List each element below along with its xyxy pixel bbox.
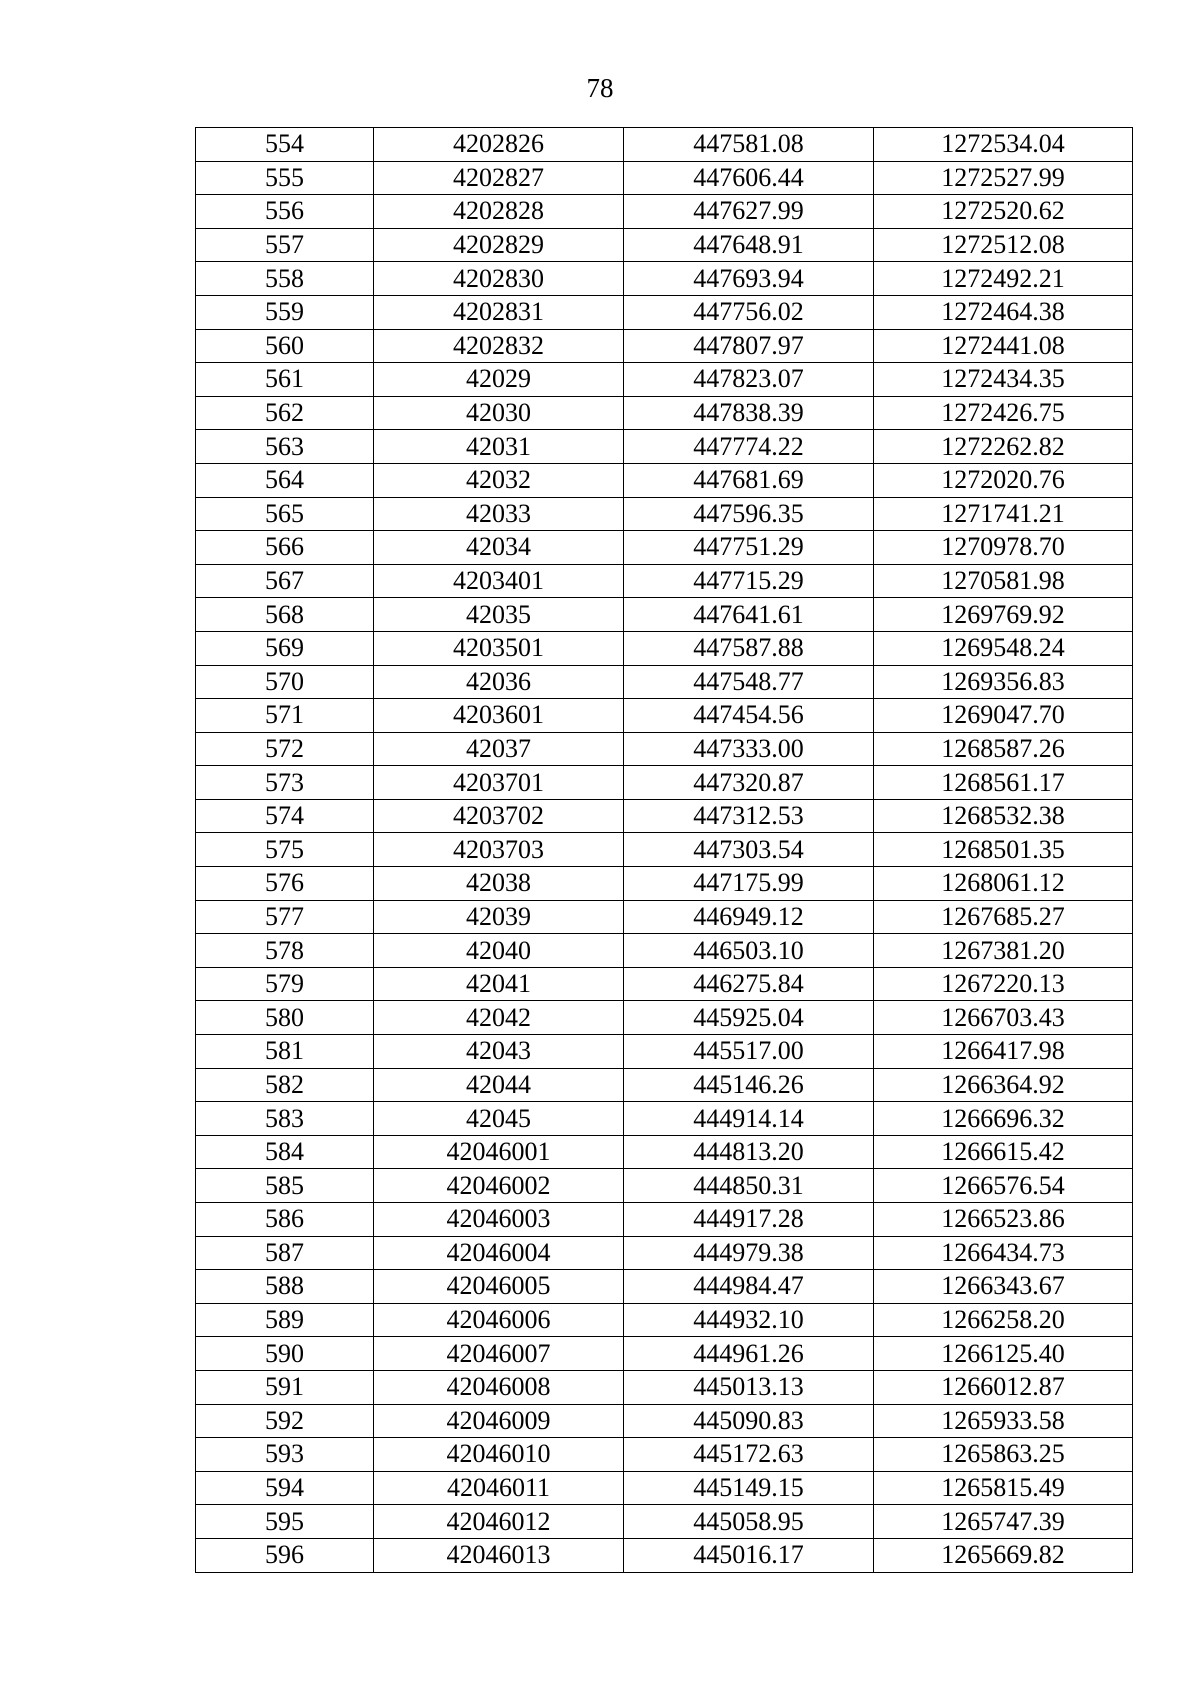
row-number-cell: 564 [196, 463, 374, 497]
row-number-cell: 566 [196, 531, 374, 565]
y-coordinate-cell: 1272512.08 [874, 228, 1133, 262]
x-coordinate-cell: 447454.56 [624, 699, 874, 733]
row-number-cell: 570 [196, 665, 374, 699]
x-coordinate-cell: 447548.77 [624, 665, 874, 699]
x-coordinate-cell: 444932.10 [624, 1303, 874, 1337]
point-id-cell: 42046003 [374, 1203, 624, 1237]
point-id-cell: 42033 [374, 497, 624, 531]
row-number-cell: 584 [196, 1135, 374, 1169]
y-coordinate-cell: 1267685.27 [874, 900, 1133, 934]
row-number-cell: 560 [196, 329, 374, 363]
point-id-cell: 42046006 [374, 1303, 624, 1337]
row-number-cell: 568 [196, 598, 374, 632]
y-coordinate-cell: 1265863.25 [874, 1438, 1133, 1472]
x-coordinate-cell: 447587.88 [624, 631, 874, 665]
point-id-cell: 42042 [374, 1001, 624, 1035]
point-id-cell: 4202827 [374, 161, 624, 195]
row-number-cell: 575 [196, 833, 374, 867]
x-coordinate-cell: 445090.83 [624, 1404, 874, 1438]
point-id-cell: 4202830 [374, 262, 624, 296]
y-coordinate-cell: 1265815.49 [874, 1471, 1133, 1505]
row-number-cell: 571 [196, 699, 374, 733]
table-row [196, 1169, 1133, 1203]
point-id-cell: 42046007 [374, 1337, 624, 1371]
point-id-cell: 42046004 [374, 1236, 624, 1270]
table-row [196, 295, 1133, 329]
y-coordinate-cell: 1266615.42 [874, 1135, 1133, 1169]
x-coordinate-cell: 444984.47 [624, 1270, 874, 1304]
point-id-cell: 4203701 [374, 766, 624, 800]
y-coordinate-cell: 1272527.99 [874, 161, 1133, 195]
y-coordinate-cell: 1269548.24 [874, 631, 1133, 665]
point-id-cell: 42046012 [374, 1505, 624, 1539]
point-id-cell: 42046008 [374, 1370, 624, 1404]
x-coordinate-cell: 447312.53 [624, 799, 874, 833]
x-coordinate-cell: 444979.38 [624, 1236, 874, 1270]
row-number-cell: 563 [196, 430, 374, 464]
y-coordinate-cell: 1265747.39 [874, 1505, 1133, 1539]
x-coordinate-cell: 447681.69 [624, 463, 874, 497]
table-row [196, 1068, 1133, 1102]
table-row [196, 867, 1133, 901]
point-id-cell: 42032 [374, 463, 624, 497]
row-number-cell: 588 [196, 1270, 374, 1304]
x-coordinate-cell: 447774.22 [624, 430, 874, 464]
x-coordinate-cell: 447627.99 [624, 195, 874, 229]
row-number-cell: 554 [196, 128, 374, 162]
point-id-cell: 42037 [374, 732, 624, 766]
table-row [196, 967, 1133, 1001]
row-number-cell: 585 [196, 1169, 374, 1203]
row-number-cell: 555 [196, 161, 374, 195]
point-id-cell: 42034 [374, 531, 624, 565]
y-coordinate-cell: 1266434.73 [874, 1236, 1133, 1270]
table-row [196, 228, 1133, 262]
row-number-cell: 596 [196, 1538, 374, 1572]
point-id-cell: 42045 [374, 1102, 624, 1136]
x-coordinate-cell: 447641.61 [624, 598, 874, 632]
row-number-cell: 565 [196, 497, 374, 531]
point-id-cell: 42040 [374, 934, 624, 968]
row-number-cell: 579 [196, 967, 374, 1001]
x-coordinate-cell: 447303.54 [624, 833, 874, 867]
table-row [196, 1001, 1133, 1035]
y-coordinate-cell: 1272441.08 [874, 329, 1133, 363]
row-number-cell: 582 [196, 1068, 374, 1102]
table-row [196, 1102, 1133, 1136]
x-coordinate-cell: 447823.07 [624, 363, 874, 397]
table-row [196, 430, 1133, 464]
x-coordinate-cell: 444850.31 [624, 1169, 874, 1203]
row-number-cell: 557 [196, 228, 374, 262]
table-row [196, 598, 1133, 632]
table-row [196, 1471, 1133, 1505]
y-coordinate-cell: 1269769.92 [874, 598, 1133, 632]
coordinates-table-body [196, 128, 1133, 1573]
table-row [196, 161, 1133, 195]
y-coordinate-cell: 1266125.40 [874, 1337, 1133, 1371]
row-number-cell: 583 [196, 1102, 374, 1136]
x-coordinate-cell: 447581.08 [624, 128, 874, 162]
point-id-cell: 42046013 [374, 1538, 624, 1572]
row-number-cell: 572 [196, 732, 374, 766]
x-coordinate-cell: 445517.00 [624, 1035, 874, 1069]
y-coordinate-cell: 1268501.35 [874, 833, 1133, 867]
table-row [196, 665, 1133, 699]
row-number-cell: 587 [196, 1236, 374, 1270]
table-row [196, 128, 1133, 162]
y-coordinate-cell: 1272520.62 [874, 195, 1133, 229]
y-coordinate-cell: 1268061.12 [874, 867, 1133, 901]
table-row [196, 799, 1133, 833]
y-coordinate-cell: 1266258.20 [874, 1303, 1133, 1337]
x-coordinate-cell: 445925.04 [624, 1001, 874, 1035]
table-row [196, 766, 1133, 800]
row-number-cell: 595 [196, 1505, 374, 1539]
point-id-cell: 42031 [374, 430, 624, 464]
y-coordinate-cell: 1266576.54 [874, 1169, 1133, 1203]
table-row [196, 396, 1133, 430]
y-coordinate-cell: 1272464.38 [874, 295, 1133, 329]
point-id-cell: 4203601 [374, 699, 624, 733]
table-row [196, 1370, 1133, 1404]
x-coordinate-cell: 447807.97 [624, 329, 874, 363]
point-id-cell: 42046010 [374, 1438, 624, 1472]
row-number-cell: 556 [196, 195, 374, 229]
y-coordinate-cell: 1266343.67 [874, 1270, 1133, 1304]
y-coordinate-cell: 1266012.87 [874, 1370, 1133, 1404]
x-coordinate-cell: 445016.17 [624, 1538, 874, 1572]
y-coordinate-cell: 1272426.75 [874, 396, 1133, 430]
y-coordinate-cell: 1269356.83 [874, 665, 1133, 699]
y-coordinate-cell: 1269047.70 [874, 699, 1133, 733]
table-row [196, 699, 1133, 733]
x-coordinate-cell: 444813.20 [624, 1135, 874, 1169]
y-coordinate-cell: 1272262.82 [874, 430, 1133, 464]
row-number-cell: 576 [196, 867, 374, 901]
row-number-cell: 573 [196, 766, 374, 800]
point-id-cell: 42046009 [374, 1404, 624, 1438]
y-coordinate-cell: 1268532.38 [874, 799, 1133, 833]
point-id-cell: 42046005 [374, 1270, 624, 1304]
row-number-cell: 586 [196, 1203, 374, 1237]
row-number-cell: 581 [196, 1035, 374, 1069]
point-id-cell: 42046011 [374, 1471, 624, 1505]
y-coordinate-cell: 1267381.20 [874, 934, 1133, 968]
x-coordinate-cell: 447715.29 [624, 564, 874, 598]
point-id-cell: 42029 [374, 363, 624, 397]
point-id-cell: 4202832 [374, 329, 624, 363]
y-coordinate-cell: 1270978.70 [874, 531, 1133, 565]
y-coordinate-cell: 1265933.58 [874, 1404, 1133, 1438]
y-coordinate-cell: 1272492.21 [874, 262, 1133, 296]
point-id-cell: 4203501 [374, 631, 624, 665]
point-id-cell: 42035 [374, 598, 624, 632]
x-coordinate-cell: 447838.39 [624, 396, 874, 430]
row-number-cell: 580 [196, 1001, 374, 1035]
table-row [196, 1438, 1133, 1472]
point-id-cell: 42046002 [374, 1169, 624, 1203]
x-coordinate-cell: 444961.26 [624, 1337, 874, 1371]
x-coordinate-cell: 447606.44 [624, 161, 874, 195]
table-row [196, 1303, 1133, 1337]
point-id-cell: 42041 [374, 967, 624, 1001]
table-row [196, 564, 1133, 598]
x-coordinate-cell: 446503.10 [624, 934, 874, 968]
table-row [196, 463, 1133, 497]
point-id-cell: 42044 [374, 1068, 624, 1102]
table-row [196, 497, 1133, 531]
row-number-cell: 561 [196, 363, 374, 397]
table-row [196, 1135, 1133, 1169]
point-id-cell: 4203702 [374, 799, 624, 833]
x-coordinate-cell: 447320.87 [624, 766, 874, 800]
x-coordinate-cell: 447175.99 [624, 867, 874, 901]
point-id-cell: 4202826 [374, 128, 624, 162]
row-number-cell: 591 [196, 1370, 374, 1404]
row-number-cell: 592 [196, 1404, 374, 1438]
row-number-cell: 594 [196, 1471, 374, 1505]
y-coordinate-cell: 1268587.26 [874, 732, 1133, 766]
y-coordinate-cell: 1265669.82 [874, 1538, 1133, 1572]
table-row [196, 531, 1133, 565]
x-coordinate-cell: 447648.91 [624, 228, 874, 262]
row-number-cell: 558 [196, 262, 374, 296]
y-coordinate-cell: 1270581.98 [874, 564, 1133, 598]
y-coordinate-cell: 1267220.13 [874, 967, 1133, 1001]
table-row [196, 833, 1133, 867]
table-row [196, 631, 1133, 665]
row-number-cell: 562 [196, 396, 374, 430]
x-coordinate-cell: 447693.94 [624, 262, 874, 296]
x-coordinate-cell: 446949.12 [624, 900, 874, 934]
table-row [196, 195, 1133, 229]
table-row [196, 1404, 1133, 1438]
point-id-cell: 4202831 [374, 295, 624, 329]
point-id-cell: 42036 [374, 665, 624, 699]
point-id-cell: 4203401 [374, 564, 624, 598]
y-coordinate-cell: 1271741.21 [874, 497, 1133, 531]
point-id-cell: 4203703 [374, 833, 624, 867]
table-row [196, 1203, 1133, 1237]
point-id-cell: 42039 [374, 900, 624, 934]
point-id-cell: 4202829 [374, 228, 624, 262]
row-number-cell: 593 [196, 1438, 374, 1472]
point-id-cell: 42030 [374, 396, 624, 430]
coordinates-table [195, 127, 1133, 1573]
table-row [196, 900, 1133, 934]
x-coordinate-cell: 444914.14 [624, 1102, 874, 1136]
x-coordinate-cell: 445146.26 [624, 1068, 874, 1102]
table-row [196, 1505, 1133, 1539]
row-number-cell: 559 [196, 295, 374, 329]
y-coordinate-cell: 1266364.92 [874, 1068, 1133, 1102]
x-coordinate-cell: 447596.35 [624, 497, 874, 531]
table-row [196, 1538, 1133, 1572]
y-coordinate-cell: 1272534.04 [874, 128, 1133, 162]
y-coordinate-cell: 1266523.86 [874, 1203, 1133, 1237]
y-coordinate-cell: 1272434.35 [874, 363, 1133, 397]
table-row [196, 262, 1133, 296]
x-coordinate-cell: 445149.15 [624, 1471, 874, 1505]
table-row [196, 1337, 1133, 1371]
y-coordinate-cell: 1272020.76 [874, 463, 1133, 497]
row-number-cell: 574 [196, 799, 374, 833]
point-id-cell: 42038 [374, 867, 624, 901]
page-number: 78 [586, 73, 614, 103]
x-coordinate-cell: 446275.84 [624, 967, 874, 1001]
table-row [196, 1035, 1133, 1069]
y-coordinate-cell: 1266703.43 [874, 1001, 1133, 1035]
x-coordinate-cell: 445058.95 [624, 1505, 874, 1539]
table-row [196, 732, 1133, 766]
x-coordinate-cell: 447333.00 [624, 732, 874, 766]
row-number-cell: 567 [196, 564, 374, 598]
row-number-cell: 589 [196, 1303, 374, 1337]
row-number-cell: 569 [196, 631, 374, 665]
x-coordinate-cell: 445172.63 [624, 1438, 874, 1472]
point-id-cell: 4202828 [374, 195, 624, 229]
x-coordinate-cell: 447751.29 [624, 531, 874, 565]
row-number-cell: 590 [196, 1337, 374, 1371]
point-id-cell: 42043 [374, 1035, 624, 1069]
table-row [196, 934, 1133, 968]
table-row [196, 1236, 1133, 1270]
table-row [196, 1270, 1133, 1304]
point-id-cell: 42046001 [374, 1135, 624, 1169]
row-number-cell: 578 [196, 934, 374, 968]
row-number-cell: 577 [196, 900, 374, 934]
y-coordinate-cell: 1268561.17 [874, 766, 1133, 800]
y-coordinate-cell: 1266417.98 [874, 1035, 1133, 1069]
table-row [196, 329, 1133, 363]
table-row [196, 363, 1133, 397]
y-coordinate-cell: 1266696.32 [874, 1102, 1133, 1136]
x-coordinate-cell: 444917.28 [624, 1203, 874, 1237]
x-coordinate-cell: 447756.02 [624, 295, 874, 329]
x-coordinate-cell: 445013.13 [624, 1370, 874, 1404]
